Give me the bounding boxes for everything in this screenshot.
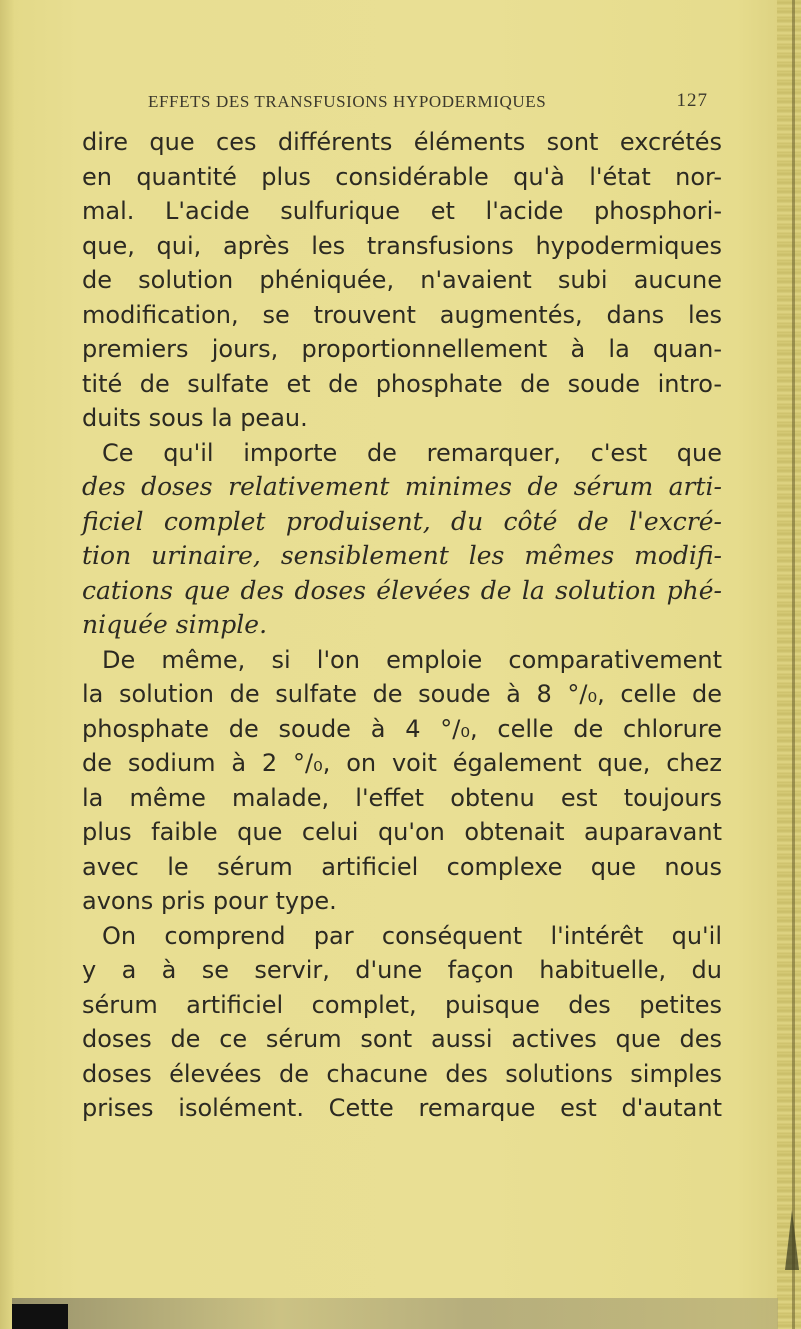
text-line: doses de ce sérum sont aussi actives que des	[82, 1025, 722, 1053]
page-edge-strip	[792, 0, 795, 1329]
text-line: que, qui, après les transfusions hypodermiques	[82, 231, 722, 260]
text-line: phosphate de soude à 4 °/₀, celle de chlorure	[82, 714, 722, 743]
italic-line: des doses relativement minimes de sérum arti-	[82, 472, 722, 501]
page-edge	[777, 0, 801, 1329]
text-line: la même malade, l'effet obtenu est toujours	[82, 783, 722, 812]
text-line: tité de sulfate et de phosphate de soude intro-	[82, 369, 722, 398]
body-text	[82, 125, 722, 1126]
text-line: On comprend par conséquent l'intérêt qu'il	[102, 921, 722, 950]
page-gutter	[0, 0, 14, 1329]
text-line: en quantité plus considérable qu'à l'état nor-	[82, 162, 722, 191]
text-line: premiers jours, proportionnellement à la quan-	[82, 335, 722, 363]
text-line: sérum artificiel complet, puisque des petites	[82, 990, 722, 1019]
running-header	[148, 92, 708, 112]
text-line: avec le sérum artificiel complexe que nous	[82, 852, 722, 881]
text-line: De même, si l'on emploie comparativement	[102, 645, 722, 674]
scan-mark	[12, 1304, 68, 1329]
text-line: duits sous la peau.	[82, 404, 308, 432]
running-title: EFFETS DES TRANSFUSIONS HYPODERMIQUES	[148, 92, 547, 111]
page-number: 127	[676, 90, 708, 111]
italic-line: cations que des doses élevées de la solution phé-	[82, 575, 722, 605]
text-line: la solution de sulfate de soude à 8 °/₀, celle de	[82, 680, 722, 708]
text-line: doses élevées de chacune des solutions simples	[82, 1059, 722, 1088]
text-line: de sodium à 2 °/₀, on voit également que, chez	[82, 749, 722, 777]
text-line: de solution phéniquée, n'avaient subi aucune	[82, 266, 722, 294]
text-line: prises isolément. Cette remarque est d'autant	[82, 1094, 722, 1122]
text-line: Ce qu'il importe de remarquer, c'est que	[102, 438, 722, 467]
text-line: modification, se trouvent augmentés, dans les	[82, 300, 722, 329]
italic-line: tion urinaire, sensiblement les mêmes modifi-	[82, 541, 722, 570]
text-line: dire que ces différents éléments sont excrétés	[82, 128, 722, 156]
text-line: plus faible que celui qu'on obtenait auparavant	[82, 818, 722, 846]
scan-shadow	[12, 1298, 778, 1329]
text-line: mal. L'acide sulfurique et l'acide phosphori-	[82, 197, 722, 225]
text-line: y a à se servir, d'une façon habituelle, du	[82, 956, 722, 984]
italic-line: niquée simple.	[82, 610, 268, 639]
italic-line: ficiel complet produisent, du côté de l'excré-	[82, 506, 722, 536]
text-line: avons pris pour type.	[82, 887, 337, 915]
